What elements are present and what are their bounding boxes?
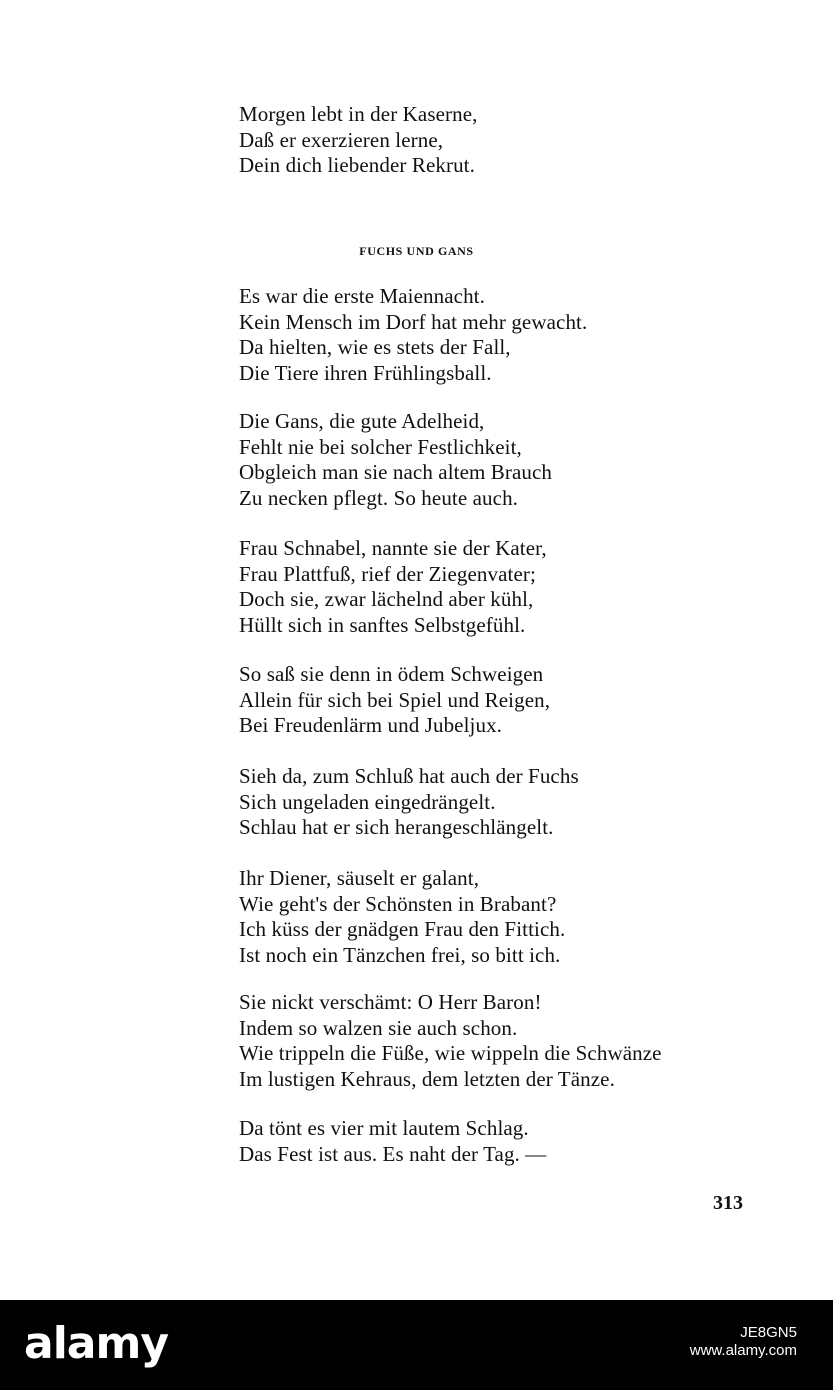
image-id: JE8GN5: [740, 1324, 797, 1341]
poem-line: Ihr Diener, säuselt er galant,: [239, 866, 480, 890]
image-info: [690, 1324, 797, 1360]
poem-line: Ich küss der gnädgen Frau den Fittich.: [239, 917, 566, 941]
poem-line: Frau Plattfuß, rief der Ziegenvater;: [239, 561, 536, 586]
intro-stanza: [239, 102, 478, 179]
poem-line: Morgen lebt in der Kaserne,: [239, 102, 478, 126]
poem-line: Schlau hat er sich herangeschlängelt.: [239, 815, 554, 839]
stanza-3: [239, 536, 547, 638]
poem-line: Fehlt nie bei solcher Festlichkeit,: [239, 434, 522, 459]
stanza-5: [239, 764, 579, 841]
poem-line: Da hielten, wie es stets der Fall,: [239, 335, 511, 359]
poem-line: Sie nickt verschämt: O Herr Baron!: [239, 990, 542, 1014]
poem-line: Obgleich man sie nach altem Brauch: [239, 460, 553, 484]
poem-line: Wie trippeln die Füße, wie wippeln die Schwänze: [239, 1041, 662, 1065]
stock-footer-bar: [0, 1300, 833, 1390]
poem-line: Da tönt es vier mit lautem Schlag.: [239, 1116, 529, 1140]
poem-line: Kein Mensch im Dorf hat mehr gewacht.: [239, 309, 588, 334]
poem-line: Das Fest ist aus. Es naht der Tag. —: [239, 1141, 547, 1166]
site-url: www.alamy.com: [689, 1342, 797, 1359]
alamy-logo: alamy: [24, 1318, 168, 1369]
poem-title: FUCHS UND GANS: [359, 244, 474, 258]
poem-line: Dein dich liebender Rekrut.: [239, 153, 475, 177]
stanza-2: [239, 409, 552, 511]
poem-line: Zu necken pflegt. So heute auch.: [239, 485, 519, 510]
poem-line: Ist noch ein Tänzchen frei, so bitt ich.: [239, 942, 561, 967]
poem-line: Im lustigen Kehraus, dem letzten der Tänze.: [239, 1066, 615, 1091]
poem-line: Bei Freudenlärm und Jubeljux.: [239, 713, 503, 737]
poem-line: Die Tiere ihren Frühlingsball.: [239, 360, 492, 385]
poem-line: Sieh da, zum Schluß hat auch der Fuchs: [239, 764, 579, 788]
stanza-6: [239, 866, 565, 968]
page-number: 313: [713, 1192, 743, 1214]
stanza-7: [239, 990, 662, 1092]
poem-line: Wie geht's der Schönsten in Brabant?: [239, 891, 557, 916]
poem-line: Sich ungeladen eingedrängelt.: [239, 789, 496, 814]
poem-line: Doch sie, zwar lächelnd aber kühl,: [239, 587, 534, 611]
poem-line: Daß er exerzieren lerne,: [239, 127, 444, 152]
stanza-8: [239, 1116, 546, 1167]
stanza-4: [239, 662, 550, 739]
poem-line: So saß sie denn in ödem Schweigen: [239, 662, 544, 686]
poem-line: Frau Schnabel, nannte sie der Kater,: [239, 536, 547, 560]
poem-line: Indem so walzen sie auch schon.: [239, 1015, 518, 1040]
poem-line: Allein für sich bei Spiel und Reigen,: [239, 687, 551, 712]
poem-line: Es war die erste Maiennacht.: [239, 284, 485, 308]
poem-line: Die Gans, die gute Adelheid,: [239, 409, 485, 433]
stanza-1: [239, 284, 587, 386]
poem-line: Hüllt sich in sanftes Selbstgefühl.: [239, 612, 526, 637]
